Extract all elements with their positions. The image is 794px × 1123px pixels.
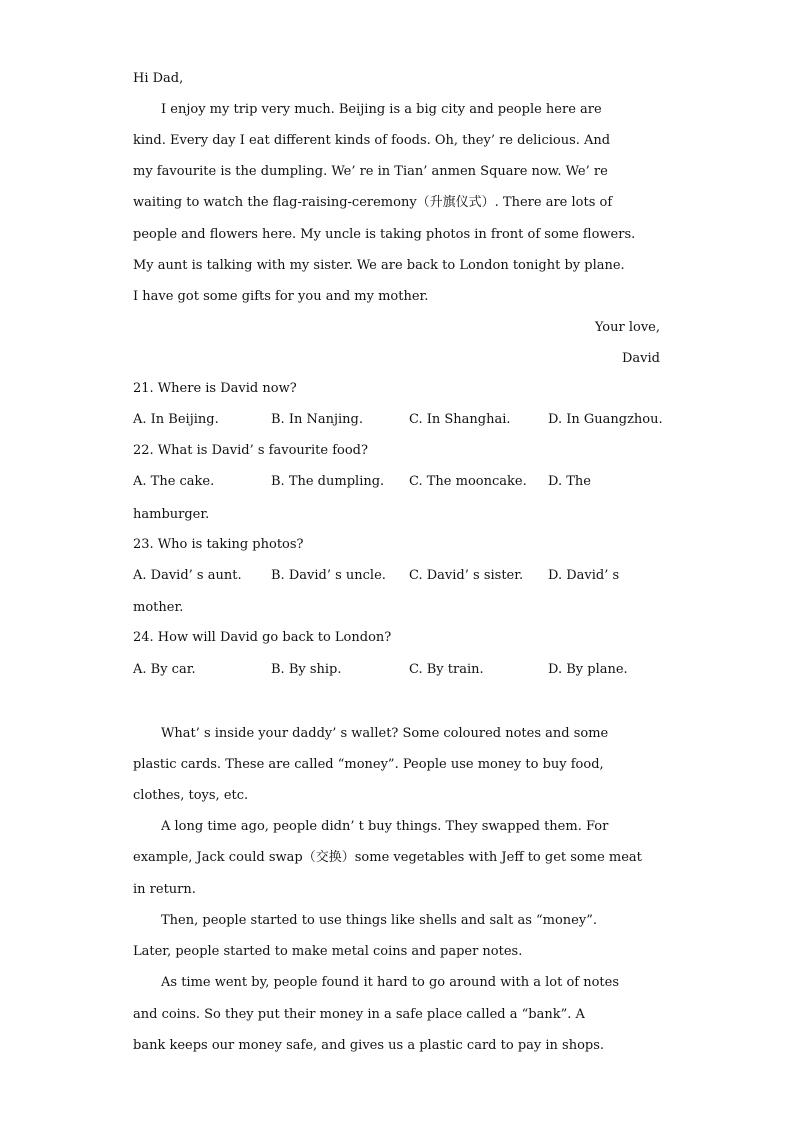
- option-continuation: hamburger.: [133, 507, 210, 522]
- passage-line: clothes, toys, etc.: [133, 788, 249, 803]
- option-b: B. By ship.: [271, 662, 342, 677]
- letter-line: people and flowers here. My uncle is taking photos in front of some flowers.: [133, 227, 636, 242]
- option-a: A. By car.: [133, 662, 196, 677]
- option-d: D. By plane.: [548, 662, 628, 677]
- letter-line: I enjoy my trip very much. Beijing is a big city and people here are: [161, 102, 602, 117]
- passage-line: in return.: [133, 882, 196, 897]
- option-a: A. David’ s aunt.: [133, 568, 242, 583]
- letter-line: My aunt is talking with my sister. We are back to London tonight by plane.: [133, 258, 625, 273]
- option-a: A. In Beijing.: [133, 412, 219, 427]
- option-d: D. In Guangzhou.: [548, 412, 663, 427]
- passage-line: example, Jack could swap（交换）some vegetables with Jeff to get some meat: [133, 850, 642, 865]
- letter-line: kind. Every day I eat different kinds of foods. Oh, they’ re delicious. And: [133, 133, 611, 148]
- passage-line: A long time ago, people didn’ t buy things. They swapped them. For: [161, 819, 609, 834]
- option-a: A. The cake.: [133, 474, 215, 489]
- option-b: B. The dumpling.: [271, 474, 385, 489]
- letter-line: I have got some gifts for you and my mother.: [133, 289, 429, 304]
- passage-line: Then, people started to use things like shells and salt as “money”.: [161, 913, 597, 928]
- letter-greeting: Hi Dad,: [133, 71, 184, 86]
- option-c: C. David’ s sister.: [409, 568, 524, 583]
- option-continuation: mother.: [133, 600, 184, 615]
- passage-line: As time went by, people found it hard to go around with a lot of notes: [161, 975, 620, 990]
- option-c: C. In Shanghai.: [409, 412, 511, 427]
- option-b: B. David’ s uncle.: [271, 568, 386, 583]
- letter-closing: Your love,: [594, 320, 660, 335]
- passage-line: plastic cards. These are called “money”. People use money to buy food,: [133, 757, 604, 772]
- question-text: 23. Who is taking photos?: [133, 537, 304, 552]
- passage-line: Later, people started to make metal coins and paper notes.: [133, 944, 523, 959]
- option-c: C. The mooncake.: [409, 474, 527, 489]
- passage-line: What’ s inside your daddy’ s wallet? Some coloured notes and some: [161, 726, 609, 741]
- letter-line: my favourite is the dumpling. We’ re in Tian’ anmen Square now. We’ re: [133, 164, 608, 179]
- letter-line: waiting to watch the flag-raising-ceremony（升旗仪式）. There are lots of: [133, 195, 613, 210]
- option-d: D. The: [548, 474, 591, 489]
- passage-line: bank keeps our money safe, and gives us a plastic card to pay in shops.: [133, 1038, 605, 1053]
- question-text: 21. Where is David now?: [133, 381, 297, 396]
- option-c: C. By train.: [409, 662, 484, 677]
- question-text: 24. How will David go back to London?: [133, 630, 392, 645]
- passage-line: and coins. So they put their money in a safe place called a “bank”. A: [133, 1007, 585, 1022]
- option-b: B. In Nanjing.: [271, 412, 363, 427]
- option-d: D. David’ s: [548, 568, 620, 583]
- question-text: 22. What is David’ s favourite food?: [133, 443, 368, 458]
- letter-signature: David: [622, 351, 660, 366]
